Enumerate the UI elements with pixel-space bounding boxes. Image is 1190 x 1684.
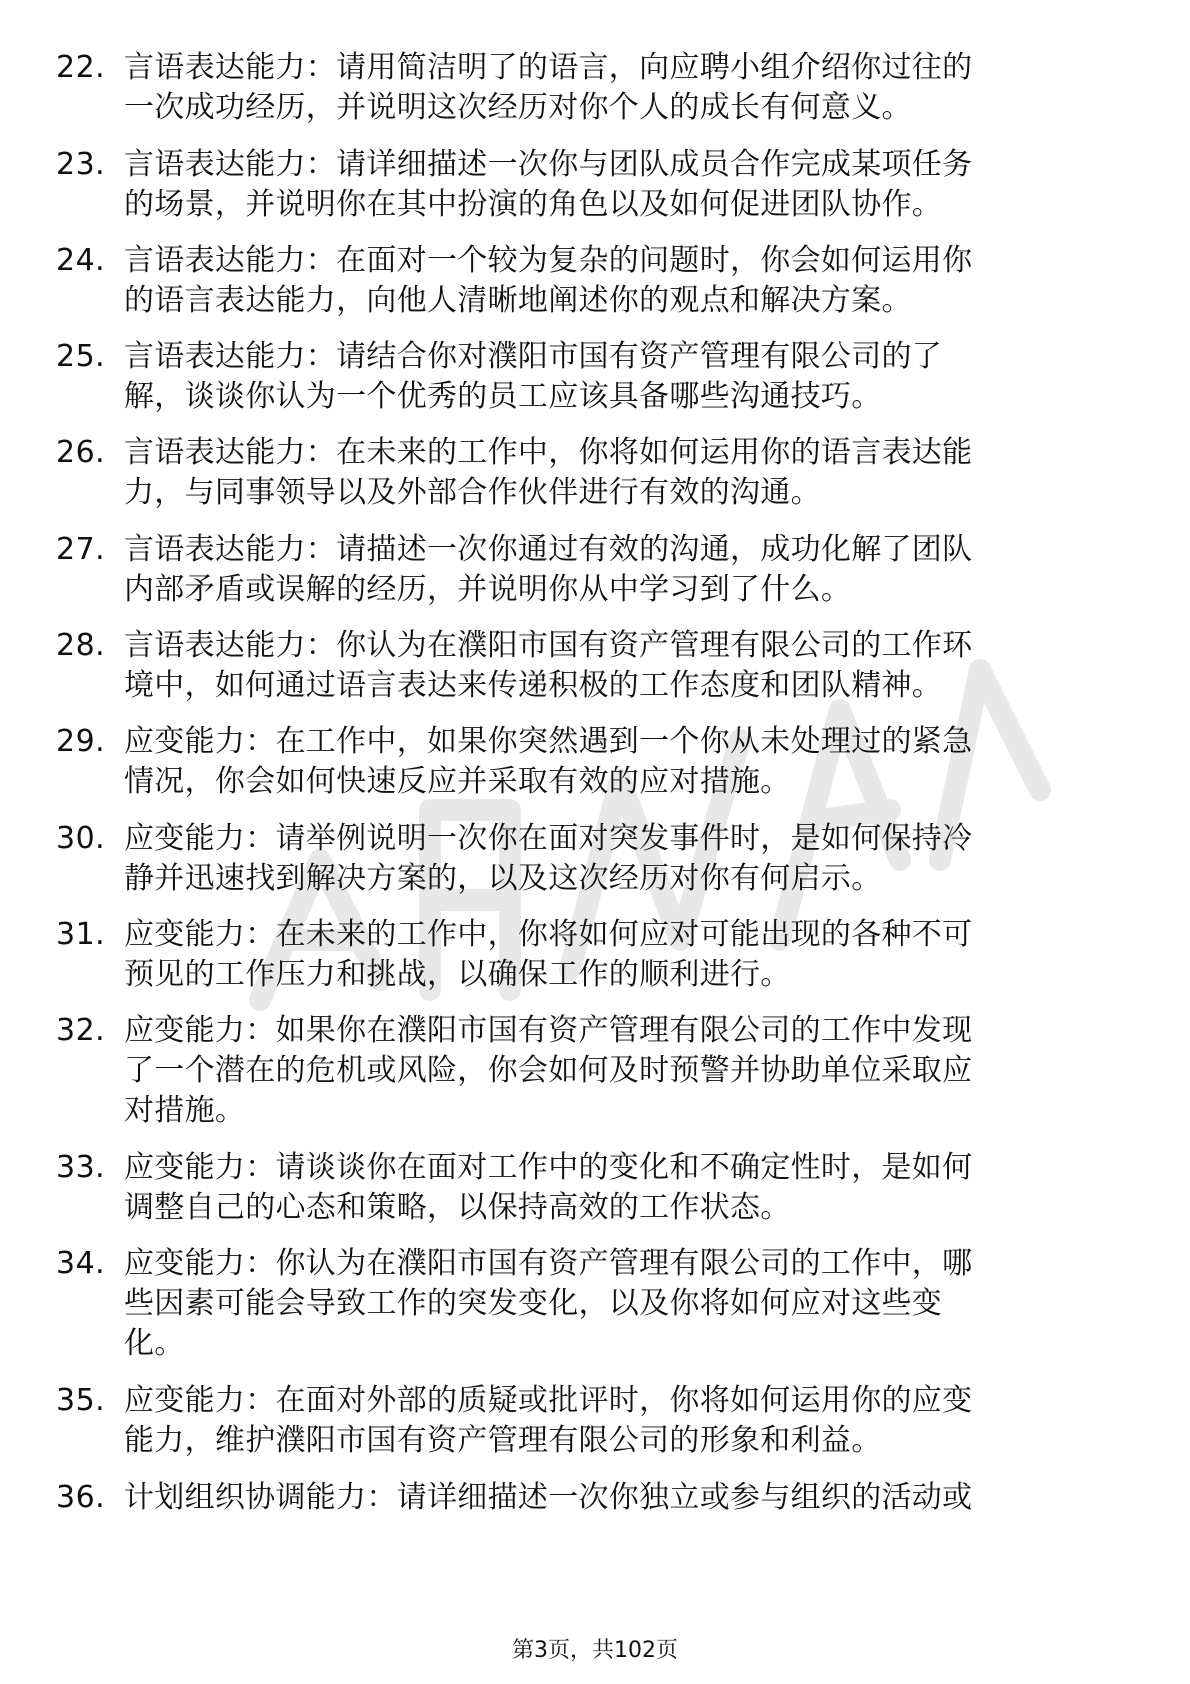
question-text: 应变能力：在未来的工作中，你将如何应对可能出现的各种不可 预见的工作压力和挑战，以确保工作的顺利进行。 [124, 917, 973, 992]
question-number: 23. [56, 147, 106, 182]
question-text: 言语表达能力：在未来的工作中，你将如何运用你的语言表达能 力，与同事领导以及外部合作伙伴进行有效的沟通。 [124, 435, 973, 510]
question-number: 31. [56, 917, 106, 952]
question-number: 24. [56, 243, 106, 278]
question-text: 应变能力：在面对外部的质疑或批评时，你将如何运用你的应变 能力，维护濮阳市国有资产管理有限公司的形象和利益。 [124, 1383, 973, 1458]
question-text: 言语表达能力：请用简洁明了的语言，向应聘小组介绍你过往的 一次成功经历，并说明这次经历对你个人的成长有何意义。 [124, 50, 973, 125]
question-text: 应变能力：请举例说明一次你在面对突发事件时，是如何保持冷 静并迅速找到解决方案的，以及这次经历对你有何启示。 [124, 821, 973, 896]
question-text: 应变能力：请谈谈你在面对工作中的变化和不确定性时，是如何 调整自己的心态和策略，以保持高效的工作状态。 [124, 1150, 973, 1225]
question-number: 26. [56, 435, 106, 470]
question-number: 36. [56, 1480, 106, 1515]
question-number: 33. [56, 1150, 106, 1185]
question-number: 34. [56, 1246, 106, 1281]
question-text: 言语表达能力：在面对一个较为复杂的问题时，你会如何运用你 的语言表达能力，向他人清晰地阐述你的观点和解决方案。 [124, 243, 973, 318]
page-footer: 第3页，共102页 [512, 1638, 678, 1663]
question-number: 22. [56, 50, 106, 85]
question-text: 应变能力：在工作中，如果你突然遇到一个你从未处理过的紧急 情况，你会如何快速反应并采取有效的应对措施。 [124, 724, 973, 799]
question-number: 30. [56, 821, 106, 856]
question-text: 应变能力：如果你在濮阳市国有资产管理有限公司的工作中发现 了一个潜在的危机或风险，你会如何及时预警并协助单位采取应 对措施。 [124, 1013, 973, 1128]
question-text: 应变能力：你认为在濮阳市国有资产管理有限公司的工作中，哪 些因素可能会导致工作的突发变化，以及你将如何应对这些变 化。 [124, 1246, 973, 1361]
question-number: 25. [56, 339, 106, 374]
question-text: 言语表达能力：请结合你对濮阳市国有资产管理有限公司的了 解，谈谈你认为一个优秀的员工应该具备哪些沟通技巧。 [124, 339, 943, 414]
question-number: 32. [56, 1013, 106, 1048]
question-text: 言语表达能力：请详细描述一次你与团队成员合作完成某项任务 的场景，并说明你在其中扮演的角色以及如何促进团队协作。 [124, 147, 973, 222]
question-text: 计划组织协调能力：请详细描述一次你独立或参与组织的活动或 [124, 1480, 973, 1515]
question-text: 言语表达能力：请描述一次你通过有效的沟通，成功化解了团队 内部矛盾或误解的经历，并说明你从中学习到了什么。 [124, 532, 973, 607]
question-number: 29. [56, 724, 106, 759]
question-number: 35. [56, 1383, 106, 1418]
question-number: 27. [56, 532, 106, 567]
question-text: 言语表达能力：你认为在濮阳市国有资产管理有限公司的工作环 境中，如何通过语言表达来传递积极的工作态度和团队精神。 [124, 628, 973, 703]
question-number: 28. [56, 628, 106, 663]
